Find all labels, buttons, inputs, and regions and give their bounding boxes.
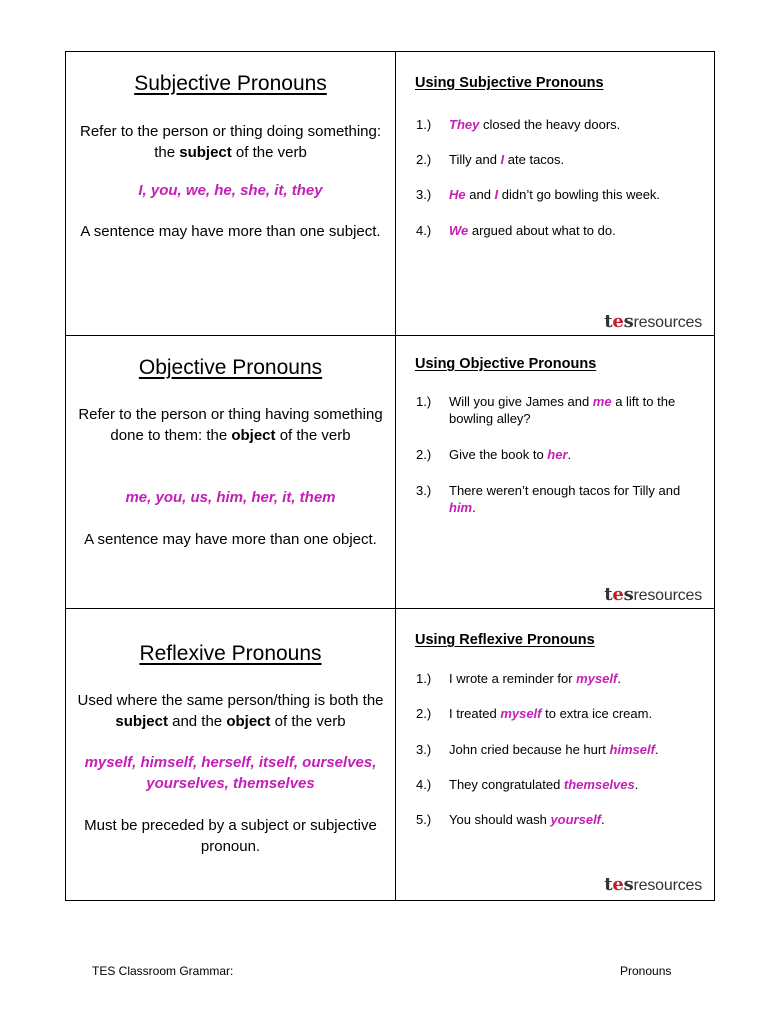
example-item: 3.) There weren’t enough tacos for Tilly and him. (416, 483, 681, 515)
example-item: 2.) Tilly and I ate tacos. (416, 152, 565, 167)
example-item: 1.) I wrote a reminder for myself. (416, 671, 621, 686)
card-row-subjective (66, 52, 714, 336)
footer-topic-label: Pronouns (620, 964, 672, 978)
note-text: A sentence may have more than one subject. (80, 223, 381, 240)
example-item: 4.) We argued about what to do. (416, 223, 616, 238)
card-row-reflexive (66, 609, 714, 900)
example-item: 1.) Will you give James and me a lift to the bowling alley? (416, 394, 676, 426)
tes-resources-logo: tesresources (604, 584, 702, 605)
usage-title: Using Objective Pronouns (415, 356, 597, 372)
tes-resources-logo: tesresources (604, 311, 702, 332)
usage-card-reflexive (396, 609, 714, 900)
pronoun-cards-grid (65, 51, 715, 901)
definition-card-objective (66, 336, 395, 608)
usage-title: Using Subjective Pronouns (415, 75, 604, 91)
example-item: 3.) John cried because he hurt himself. (416, 742, 659, 757)
usage-title: Using Reflexive Pronouns (415, 632, 595, 648)
definition-text: Used where the same person/thing is both the subject and the object of the verb (77, 692, 384, 730)
card-title: Subjective Pronouns (134, 72, 327, 95)
usage-card-objective (396, 336, 714, 608)
example-item: 1.) They closed the heavy doors. (416, 117, 621, 132)
pronoun-list: me, you, us, him, her, it, them (125, 489, 336, 506)
note-text: A sentence may have more than one object. (84, 531, 377, 548)
footer-series-label: TES Classroom Grammar: (92, 964, 234, 978)
definition-card-subjective (66, 52, 395, 335)
card-title: Objective Pronouns (138, 356, 323, 379)
tes-resources-logo: tesresources (604, 874, 702, 895)
card-title: Reflexive Pronouns (139, 642, 322, 665)
pronoun-list: I, you, we, he, she, it, they (138, 182, 323, 199)
definition-text: Refer to the person or thing having something done to them: the object of the verb (78, 406, 383, 444)
example-item: 2.) Give the book to her. (416, 447, 572, 462)
pronoun-list: myself, himself, herself, itself, ourselves, yourselves, themselves (84, 754, 377, 792)
note-text: Must be preceded by a subject or subjective pronoun. (84, 817, 377, 855)
definition-text: Refer to the person or thing doing something: the subject of the verb (79, 123, 382, 161)
usage-card-subjective (396, 52, 714, 335)
example-item: 2.) I treated myself to extra ice cream. (416, 706, 653, 721)
example-item: 5.) You should wash yourself. (416, 812, 605, 827)
definition-card-reflexive (66, 609, 395, 900)
example-item: 3.) He and I didn’t go bowling this week. (416, 187, 661, 202)
example-item: 4.) They congratulated themselves. (416, 777, 639, 792)
card-row-objective (66, 336, 714, 609)
